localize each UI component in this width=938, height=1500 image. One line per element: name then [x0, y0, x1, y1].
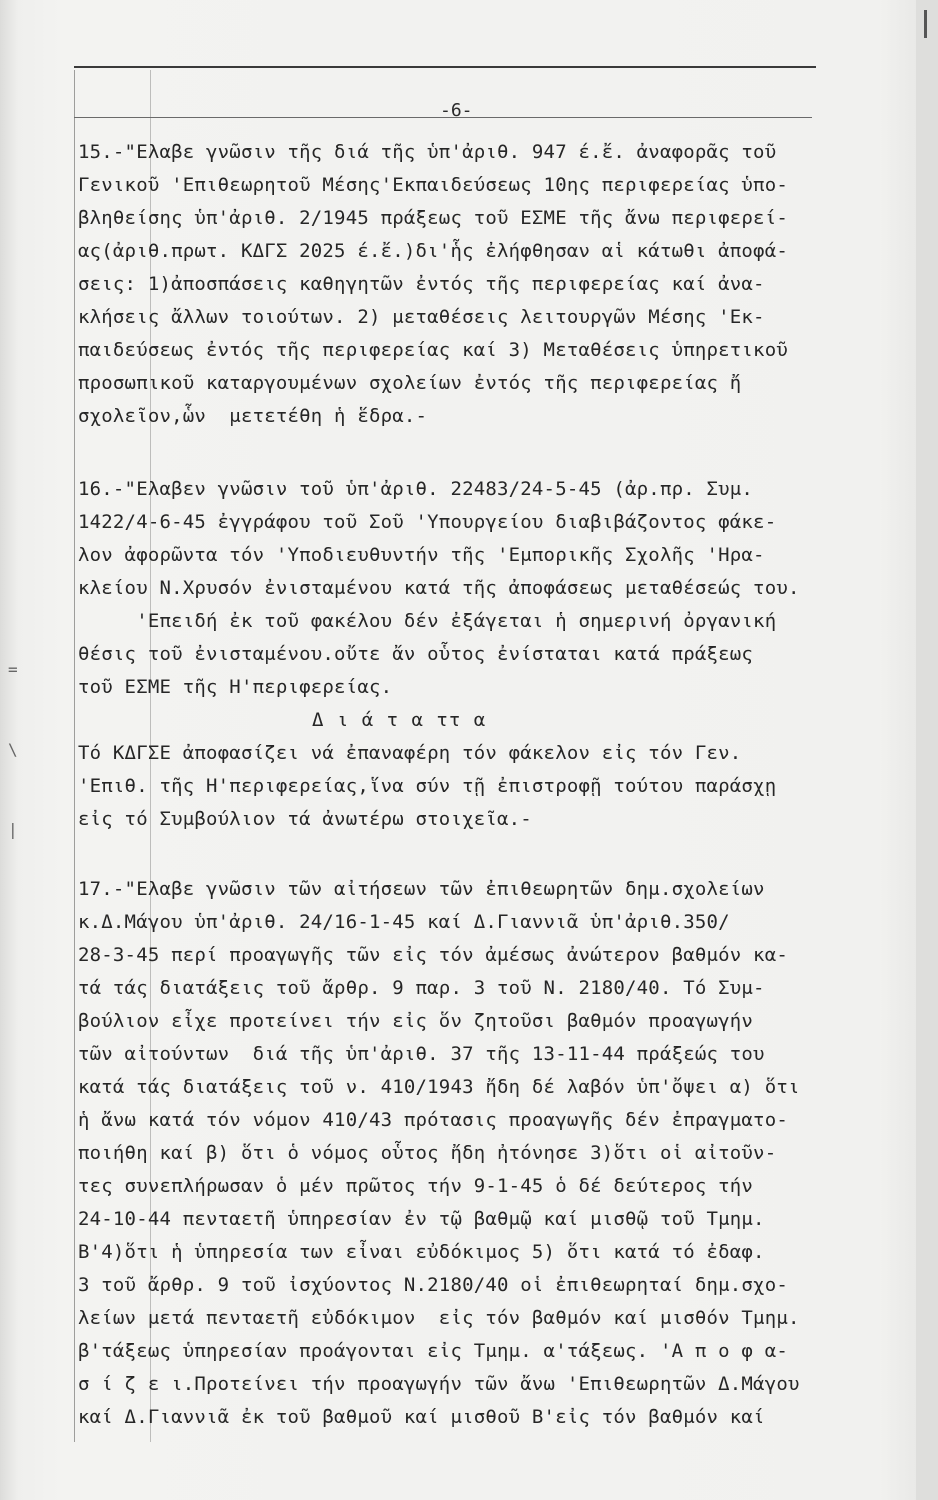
paragraph-16 [78, 473, 908, 836]
text-line: Γενικοῦ 'Επιθεωρητοῦ Μέσης'Εκπαιδεύσεως 10ης περιφερείας ὑπο- [78, 174, 788, 196]
left-margin-rule [74, 70, 75, 1442]
text-line: τοῦ ΕΣΜΕ τῆς Η'περιφερείας. [78, 676, 393, 698]
paragraph-17 [78, 873, 908, 1434]
page-edge [916, 0, 938, 1500]
text-line: 3 τοῦ ἄρθρ. 9 τοῦ ἰσχύοντος Ν.2180/40 οἱ ἐπιθεωρηταί δημ.σχο- [78, 1274, 788, 1296]
margin-tick: \ [8, 740, 18, 759]
text-line: κ.Δ.Μάγου ὑπ'ἀριθ. 24/16-1-45 καί Δ.Γιαννιᾶ ὑπ'ἀριθ.350/ [78, 911, 730, 933]
text-line: 15.-"Ελαβε γνῶσιν τῆς διά τῆς ὑπ'ἀριθ. 947 έ.ἔ. ἀναφορᾶς τοῦ [78, 141, 777, 163]
margin-tick: = [8, 660, 18, 679]
margin-tick: | [8, 820, 18, 839]
top-rule [74, 66, 816, 68]
text-line: β'τάξεως ὑπηρεσίαν προάγονται εἰς Τμημ. α'τάξεως. 'Α π ο φ α- [78, 1340, 788, 1362]
text-line: Β'4)ὅτι ἡ ὑπηρεσία των εἶναι εὐδόκιμος 5) ὅτι κατά τό ἐδαφ. [78, 1241, 765, 1263]
text-line: λον ἀφορῶντα τόν 'Υποδιευθυντήν τῆς 'Εμπορικῆς Σχολῆς 'Ηρα- [78, 544, 765, 566]
text-line: ἡ ἄνω κατά τόν νόμον 410/43 πρότασις προαγωγῆς δέν ἐπραγματο- [78, 1109, 788, 1131]
text-line: Τό ΚΔΓΣΕ ἀποφασίζει νά ἐπαναφέρη τόν φάκελον εἰς τόν Γεν. [78, 742, 742, 764]
text-line: σ ί ζ ε ι.Προτείνει τήν προαγωγήν τῶν ἄνω 'Επιθεωρητῶν Δ.Μάγου [78, 1373, 800, 1395]
text-line: εἰς τό Συμβούλιον τά ἀνωτέρω στοιχεῖα.- [78, 808, 532, 830]
text-line: προσωπικοῦ καταργουμένων σχολείων ἐντός τῆς περιφερείας ἤ [78, 372, 742, 394]
text-line: 28-3-45 περί προαγωγῆς τῶν εἰς τόν ἀμέσως ἀνώτερον βαθμόν κα- [78, 944, 788, 966]
text-line: ας(ἀριθ.πρωτ. ΚΔΓΣ 2025 έ.ἔ.)δι'ἧς ἐλήφθησαν αἱ κάτωθι ἀποφά- [78, 240, 788, 262]
text-line: κλείου Ν.Χρυσόν ἐνισταμένου κατά τῆς ἀποφάσεως μεταθέσεώς του. [78, 577, 800, 599]
text-line: βληθείσης ὑπ'ἀριθ. 2/1945 πράξεως τοῦ ΕΣΜΕ τῆς ἄνω περιφερεί- [78, 207, 788, 229]
text-line: τες συνεπλήρωσαν ὁ μέν πρῶτος τήν 9-1-45 ὁ δέ δεύτερος τήν [78, 1175, 754, 1197]
text-line: κατά τάς διατάξεις τοῦ ν. 410/1943 ἤδη δέ λαβόν ὑπ'ὄψει α) ὅτι [78, 1076, 800, 1098]
text-line: 16.-"Ελαβεν γνῶσιν τοῦ ὑπ'ἀριθ. 22483/24-5-45 (ἀρ.πρ. Συμ. [78, 478, 754, 500]
text-line: τά τάς διατάξεις τοῦ ἄρθρ. 9 παρ. 3 τοῦ Ν. 2180/40. Τό Συμ- [78, 977, 765, 999]
text-line: βούλιον εἶχε προτείνει τήν εἰς ὅν ζητοῦσι βαθμόν προαγωγήν [78, 1010, 754, 1032]
text-line: παιδεύσεως ἐντός τῆς περιφερείας καί 3) Μεταθέσεις ὑπηρετικοῦ [78, 339, 788, 361]
text-line: θέσις τοῦ ἐνισταμένου.οὔτε ἄν οὗτος ἐνίσταται κατά πράξεως [78, 643, 754, 665]
text-line: 'Επειδή ἐκ τοῦ φακέλου δέν ἐξάγεται ἡ σημερινή ὀργανική [78, 610, 777, 632]
text-line: τῶν αἰτούντων διά τῆς ὑπ'ἀριθ. 37 τῆς 13-11-44 πράξεώς του [78, 1043, 765, 1065]
text-line: 17.-"Ελαβε γνῶσιν τῶν αἰτήσεων τῶν ἐπιθεωρητῶν δημ.σχολείων [78, 878, 765, 900]
text-line: ποιήθη καί β) ὅτι ὁ νόμος οὗτος ἤδη ἠτόνησε 3)ὅτι οἱ αἰτοῦν- [78, 1142, 777, 1164]
paragraph-15 [78, 136, 908, 433]
text-line: 'Επιθ. τῆς Η'περιφερείας,ἵνα σύν τῇ ἐπιστροφῇ τούτου παράσχῃ [78, 775, 777, 797]
text-line: λείων μετά πενταετῆ εὐδόκιμον εἰς τόν βαθμόν καί μισθόν Τμημ. [78, 1307, 800, 1329]
text-line: 1422/4-6-45 ἐγγράφου τοῦ Σοῦ 'Υπουργείου διαβιβάζοντος φάκε- [78, 511, 777, 533]
text-line: σεις: 1)ἀποσπάσεις καθηγητῶν ἐντός τῆς περιφερείας καί ἀνα- [78, 273, 765, 295]
text-line: καί Δ.Γιαννιᾶ ἐκ τοῦ βαθμοῦ καί μισθοῦ Β'εἰς τόν βαθμόν καί [78, 1406, 765, 1428]
text-line: 24-10-44 πενταετῆ ὑπηρεσίαν ἐν τῷ βαθμῷ καί μισθῷ τοῦ Τμημ. [78, 1208, 765, 1230]
decision-heading: Δ ι ά τ α ττ α [312, 709, 487, 731]
edge-mark [924, 10, 927, 38]
text-line: κλήσεις ἄλλων τοιούτων. 2) μεταθέσεις λειτουργῶν Μέσης 'Εκ- [78, 306, 765, 328]
text-line: σχολεῖον,ὧν μετετέθη ἡ ἕδρα.- [78, 405, 428, 427]
page-number: -6- [440, 100, 473, 121]
